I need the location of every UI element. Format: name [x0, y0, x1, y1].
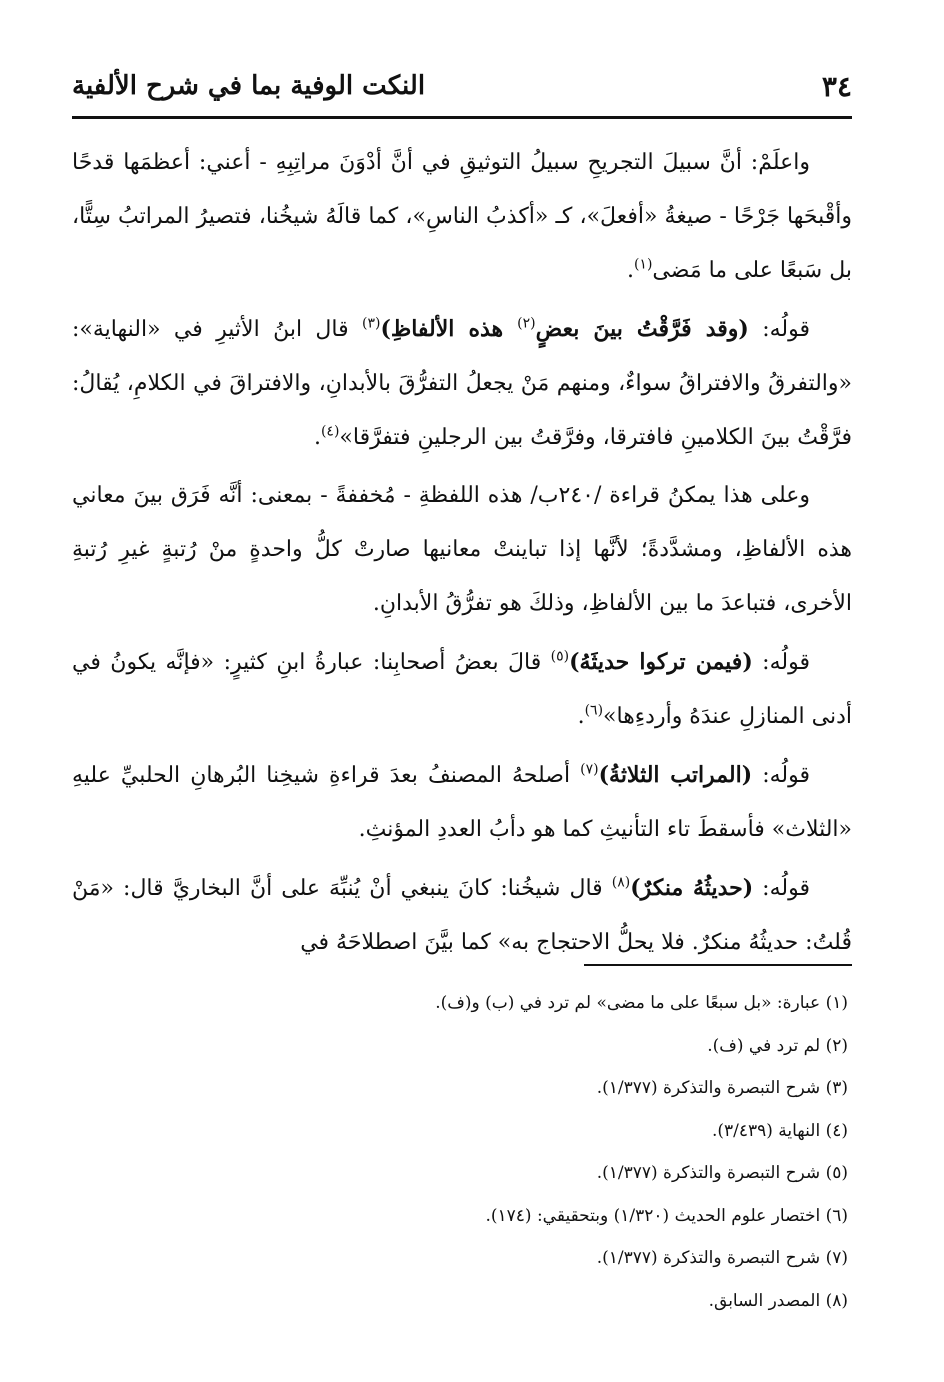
text-run: قولُه: [752, 763, 810, 788]
footnote: (٧) شرح التبصرة والتذكرة (١/٣٧٧). [596, 1248, 848, 1268]
paragraph [72, 635, 852, 744]
footnote-ref: (١) [633, 256, 653, 273]
paragraph [72, 748, 852, 857]
running-title: النكت الوفية بما في شرح الألفية [72, 71, 426, 101]
quoted-lemma: (فيمن تركوا حديثَهُ) [569, 649, 753, 675]
footnote: (٤) النهاية (٣/٤٣٩). [711, 1120, 848, 1141]
footnote: (٢) لم ترد في (ف). [707, 1035, 848, 1056]
text-run: وعلى هذا يمكنُ قراءة /٢٤٠ب/ هذه اللفظةِ - مُخففةً - بمعنى: أنَّه فَرَق بينَ معاني هذه الألفاظِ، ومشدَّدةً؛ لأنَّها إذا تباينتْ معانيها صارتْ كلُّ واحدةٍ منْ رُتبةٍ غيرِ رُتبةِ الأخرى، فتباعدَ ما بين الألفاظِ، وذلكَ هو تفرُّقُ الأبدانِ. [72, 483, 852, 616]
text-run: قولُه: [748, 317, 810, 342]
footnote: (٥) شرح التبصرة والتذكرة (١/٣٧٧). [596, 1163, 848, 1183]
footnote-ref: (٥) [550, 648, 570, 665]
quoted-lemma: هذه الألفاظِ) [380, 316, 518, 342]
text-run: . [577, 704, 585, 729]
header-rule [72, 116, 852, 119]
page-number: ٣٤ [821, 69, 852, 103]
text-run: قال شيخُنا: كانَ ينبغي أنْ يُنبِّهَ على أنَّ البخاريَّ قال: «مَنْ قُلتُ: حديثُهُ منكرٌ. فلا يحلُّ الاحتجاج به» كما بيَّنَ اصطلاحَهُ في [72, 876, 852, 955]
text-run: أصلحهُ المصنفُ بعدَ قراءةِ شيخِنا البُرهانِ الحلبيِّ عليهِ «الثلاث» فأسقطَ تاء التأنيثِ كما هو دأبُ العددِ المؤنثِ. [72, 763, 852, 842]
footnote-ref: (٨) [611, 874, 631, 891]
paragraph [72, 302, 852, 465]
paragraph [72, 861, 852, 970]
footnote-ref: (٧) [580, 761, 599, 778]
footnote-ref: (٦) [584, 702, 604, 719]
footnote: (٨) المصدر السابق. [708, 1290, 848, 1311]
footnote-ref: (٢) [517, 315, 536, 332]
text-run: . [626, 258, 634, 283]
text-run: قولُه: [753, 876, 810, 901]
text-run: قالَ بعضُ أصحابِنا: عبارةُ ابنِ كثيرٍ: «فإنَّه يكونُ في أدنى المنازلِ عندَهُ وأردءِها» [72, 650, 852, 729]
running-header [72, 62, 852, 110]
paragraph [72, 469, 852, 631]
text-run: قال ابنُ الأثيرِ في «النهاية»: «والتفرقُ والافتراقُ سواءٌ، ومنهم مَنْ يجعلُ التفرُّقَ بالأبدانِ، والافتراقَ في الكلامِ، يُقالُ: فرَّقْتُ بينَ الكلامينِ فافترقا، وفرَّقتُ بين الرجلينِ فتفرَّقا» [72, 317, 852, 450]
footnote: (١) عبارة: «بل سبعًا على ما مضى» لم ترد في (ب) و(ف). [435, 993, 848, 1013]
quoted-lemma: (وقد فَرَّقْتُ بينَ بعضٍ [535, 316, 749, 342]
main-text [72, 136, 852, 974]
text-run: قولُه: [752, 650, 810, 675]
footnote-ref: (٤) [320, 423, 340, 440]
footnote: (٦) اختصار علوم الحديث (١/٣٢٠) وبتحقيقي: (١٧٤). [485, 1205, 848, 1226]
footnotes [72, 982, 848, 1322]
footnote-separator [584, 964, 852, 966]
paragraph [72, 136, 852, 298]
text-run: . [313, 425, 321, 450]
text-run: واعلَمْ: أنَّ سبيلَ التجريحِ سبيلُ التوثيقِ في أنَّ أدْوَنَ مراتِبِهِ - أعني: أعظمَها قدحًا وأقْبحَها جَرْحًا - صيغةُ «أفعلَ»، كـ «أكذبُ الناسِ»، كما قالَهُ شيخُنا، فتصيرُ المراتبُ سِتًّا، بل سَبعًا على ما مَضى [72, 150, 852, 283]
quoted-lemma: (المراتب الثلاثةُ) [598, 762, 753, 788]
footnote-ref: (٣) [362, 315, 381, 332]
quoted-lemma: (حديثُهُ منكرٌ) [630, 875, 754, 901]
footnote: (٣) شرح التبصرة والتذكرة (١/٣٧٧). [596, 1078, 848, 1098]
